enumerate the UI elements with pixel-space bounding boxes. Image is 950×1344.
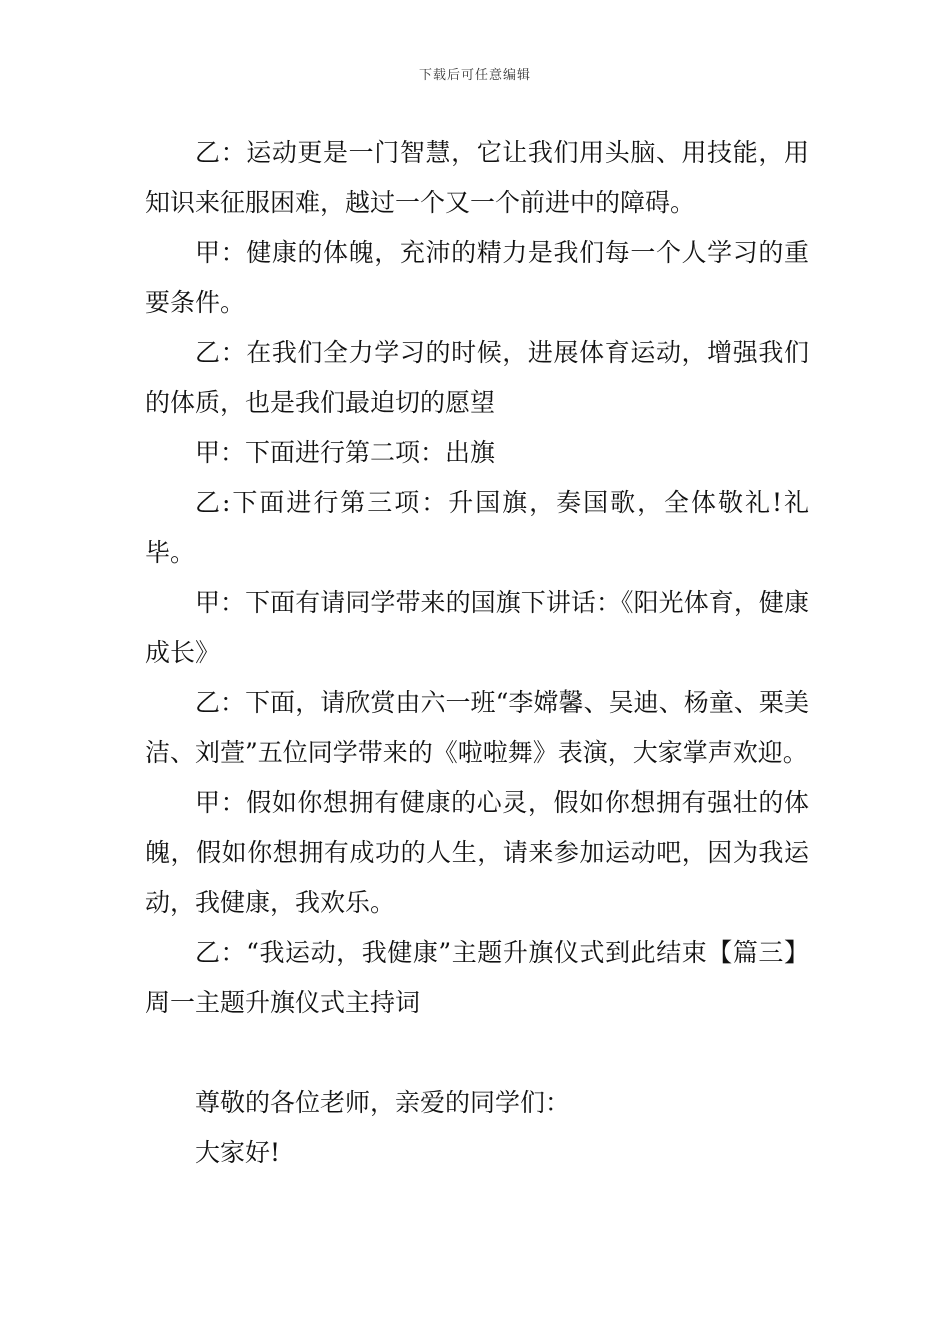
header-note: 下载后可任意编辑 bbox=[418, 68, 531, 83]
document-body bbox=[145, 128, 809, 1178]
paragraph: 甲：假如你想拥有健康的心灵，假如你想拥有强壮的体魄，假如你想拥有成功的人生，请来参加运动吧，因为我运动，我健康，我欢乐。 bbox=[145, 788, 809, 917]
paragraph: 甲：健康的体魄，充沛的精力是我们每一个人学习的重要条件。 bbox=[145, 238, 809, 317]
paragraph: 乙：运动更是一门智慧，它让我们用头脑、用技能，用知识来征服困难，越过一个又一个前进中的障碍。 bbox=[145, 138, 809, 217]
salutation: 尊敬的各位老师，亲爱的同学们： bbox=[195, 1088, 571, 1117]
paragraph: 乙:下面进行第三项：升国旗，奏国歌，全体敬礼!礼毕。 bbox=[145, 488, 809, 567]
paragraph-spacer bbox=[145, 1028, 809, 1078]
paragraph: 甲：下面有请同学带来的国旗下讲话：《阳光体育，健康成长》 bbox=[145, 588, 809, 667]
paragraph: 乙：“我运动，我健康”主题升旗仪式到此结束【篇三】周一主题升旗仪式主持词 bbox=[145, 938, 809, 1017]
paragraph: 乙：在我们全力学习的时候，进展体育运动，增强我们的体质，也是我们最迫切的愿望 bbox=[145, 338, 809, 417]
paragraph: 甲：下面进行第二项：出旗 bbox=[195, 438, 496, 467]
paragraph: 乙：下面，请欣赏由六一班“李嫦馨、吴迪、杨童、栗美洁、刘萱”五位同学带来的《啦啦舞》表演，大家掌声欢迎。 bbox=[145, 688, 809, 767]
greeting: 大家好! bbox=[195, 1138, 281, 1167]
